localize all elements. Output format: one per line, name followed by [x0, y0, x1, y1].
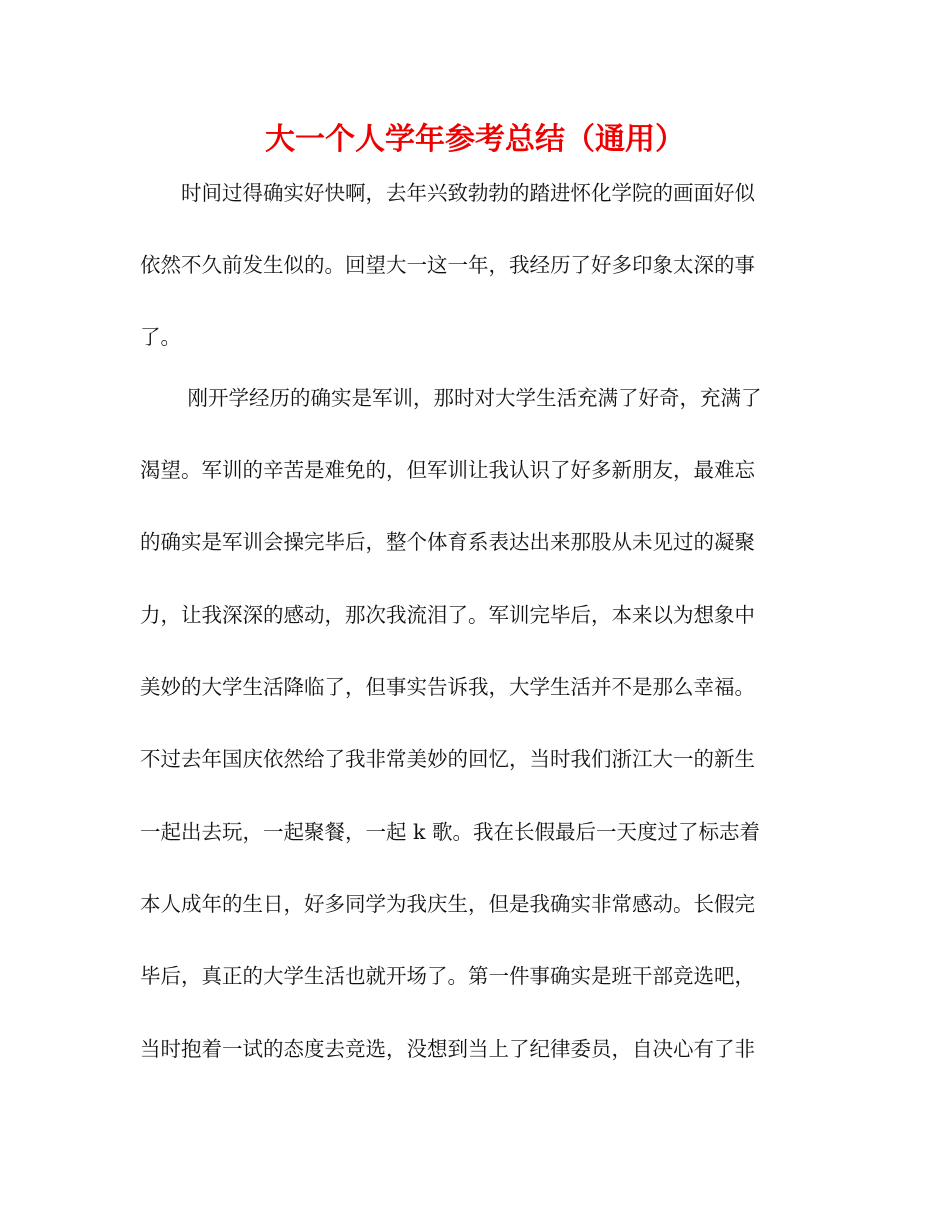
- body-line-7: 力，让我深深的感动，那次我流泪了。军训完毕后，本来以为想象中: [140, 603, 755, 627]
- body-line-10: 一起出去玩，一起聚餐，一起 k 歌。我在长假最后一天度过了标志着: [140, 820, 760, 844]
- document-title: 大一个人学年参考总结（通用）: [265, 122, 685, 157]
- body-line-12: 毕后，真正的大学生活也就开场了。第一件事确实是班干部竞选吧，: [140, 964, 755, 988]
- body-line-8: 美妙的大学生活降临了，但事实告诉我，大学生活并不是那么幸福。: [140, 675, 755, 699]
- body-line-1: 时间过得确实好快啊，去年兴致勃勃的踏进怀化学院的画面好似: [140, 181, 755, 205]
- body-line-11: 本人成年的生日，好多同学为我庆生，但是我确实非常感动。长假完: [140, 892, 755, 916]
- body-line-2: 依然不久前发生似的。回望大一这一年，我经历了好多印象太深的事: [140, 253, 755, 277]
- body-line-4: 刚开学经历的确实是军训，那时对大学生活充满了好奇，充满了: [140, 386, 762, 410]
- body-line-6: 的确实是军训会操完毕后，整个体育系表达出来那股从未见过的凝聚: [140, 530, 755, 554]
- body-line-5: 渴望。军训的辛苦是难免的，但军训让我认识了好多新朋友，最难忘: [140, 458, 755, 482]
- body-line-13: 当时抱着一试的态度去竞选，没想到当上了纪律委员，自决心有了非: [140, 1037, 755, 1061]
- body-line-9: 不过去年国庆依然给了我非常美妙的回忆，当时我们浙江大一的新生: [140, 747, 755, 771]
- body-line-3: 了。: [140, 325, 181, 349]
